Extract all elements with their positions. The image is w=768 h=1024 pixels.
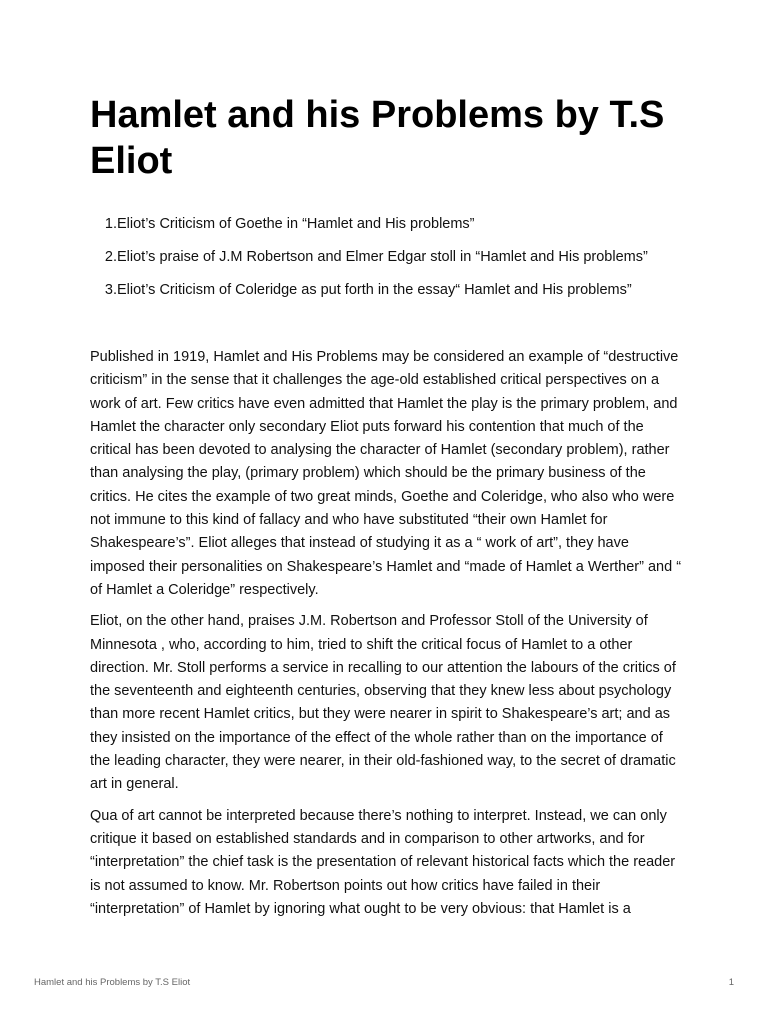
body-paragraph: Qua of art cannot be interpreted because there’s nothing to interpret. Instead, we can only critique it based on established standards and in comparison to other artworks, and for “interpretation” the chief task is the presentation of relevant historical facts which the reader is not assumed to know. Mr. Robertson points out how critics have failed in their “interpretation” of Hamlet by ignoring what ought to be very obvious: that Hamlet is a [90, 807, 676, 917]
footer-page-number: 1 [728, 977, 734, 988]
footer-document-title: Hamlet and his Problems by T.S Eliot [34, 977, 191, 988]
toc-item-text: Eliot’s Criticism of Coleridge as put forth in the essay“ Hamlet and His problems” [117, 282, 632, 298]
toc-item-text: Eliot’s praise of J.M Robertson and Elmer Edgar stoll in “Hamlet and His problems” [117, 249, 648, 265]
toc-item[interactable] [90, 214, 730, 234]
toc-item[interactable] [90, 280, 730, 300]
document-title: Hamlet and his Problems by T.S Eliot [90, 94, 665, 182]
body-paragraph: Published in 1919, Hamlet and His Problems may be considered an example of “destructive criticism” in the sense that it challenges the age-old established critical perspectives on a work of art. Few critics have even admitted that Hamlet the play is the primary problem, and Hamlet the character only secondary Eliot puts forward his contention that much of the critical has been devoted to analysing the character of Hamlet (secondary problem), rather than analysing the play, (primary problem) which should be the primary business of the critics. He cites the example of two great minds, Goethe and Coleridge, who also who were not immune to this kind of fallacy and who have substituted “their own Hamlet for Shakespeare’s”. Eliot alleges that instead of studying it as a “ work of art”, they have imposed their personalities on Shakespeare’s Hamlet and “made of Hamlet a Werther” and “ of Hamlet a Coleridge” respectively. [90, 349, 682, 598]
body-text [90, 346, 682, 929]
table-of-contents [90, 214, 730, 313]
body-paragraph: Eliot, on the other hand, praises J.M. Robertson and Professor Stoll of the University of Minnesota , who, according to him, tried to shift the critical focus of Hamlet to a other direction. Mr. Stoll performs a service in recalling to our attention the labours of the critics of the seventeenth and eighteenth centuries, observing that they knew less about psychology than more recent Hamlet critics, but they were nearer in spirit to Shakespeare’s art; and as they insisted on the importance of the effect of the whole rather than on the importance of the leading character, they were nearer, in their old-fashioned way, to the secret of dramatic art in general. [90, 613, 676, 793]
toc-item-number: 1. [104, 216, 117, 232]
toc-item-number: 2. [104, 249, 117, 265]
toc-item-number: 3. [104, 282, 117, 298]
toc-item[interactable] [90, 247, 730, 267]
toc-item-text: Eliot’s Criticism of Goethe in “Hamlet and His problems” [117, 216, 475, 232]
